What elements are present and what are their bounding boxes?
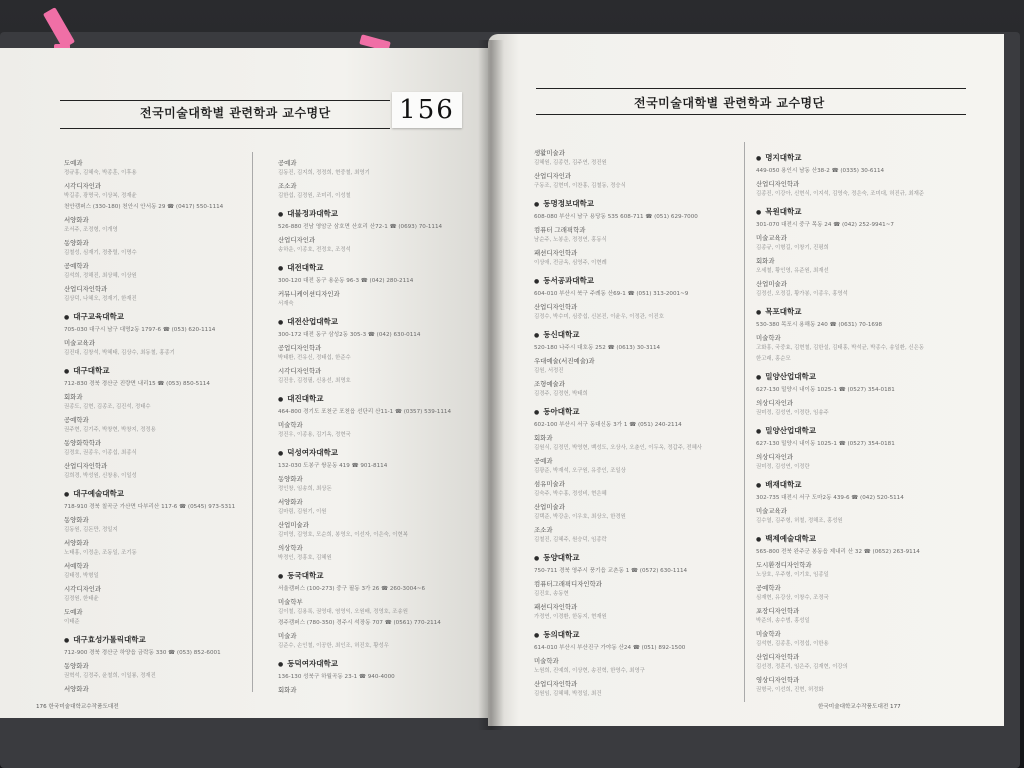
directory-address: 712-830 경북 경산군 진량면 내리15 ☎ (053) 850-5114 xyxy=(64,381,210,387)
directory-department: 공업디자인학과 xyxy=(278,344,322,352)
directory-department: 공예과 xyxy=(534,457,553,465)
directory-faculty-names: 박태환, 전유신, 정태섭, 한준수 xyxy=(278,355,351,361)
directory-faculty-names: 김한섭, 김정원, 조미리, 이성철 xyxy=(278,193,351,199)
directory-school: ● 백제예술대학교 xyxy=(756,533,816,544)
directory-school: ● 대진대학교 xyxy=(278,393,323,404)
directory-faculty-names: 구동조, 김현미, 이찬홍, 김철동, 정승식 xyxy=(534,183,626,189)
directory-faculty-names: 노상호, 우주형, 이기호, 임종일 xyxy=(756,572,829,578)
directory-faculty-names: 권종도, 김현, 김종조, 김진석, 정태수 xyxy=(64,404,151,410)
directory-address: 604-010 부산시 북구 주례동 산69-1 ☎ (051) 313-2001~9 xyxy=(534,291,689,297)
directory-department: 산업디자인학과 xyxy=(534,680,578,688)
directory-department: 서예학과 xyxy=(64,562,89,570)
directory-department: 섬유미술과 xyxy=(534,480,565,488)
directory-department: 의상학과 xyxy=(278,544,303,552)
book-gutter xyxy=(478,40,504,730)
header-rule xyxy=(536,88,966,89)
header-rule xyxy=(536,114,966,115)
directory-faculty-names: 송하운, 이종호, 전정호, 조정석 xyxy=(278,247,351,253)
directory-faculty-names: 고화흥, 국중효, 김현철, 김한설, 김태홍, 박석균, 박종수, 송일환, 신은동 xyxy=(756,345,925,351)
directory-department: 서양화과 xyxy=(64,539,89,547)
directory-department: 공예학과 xyxy=(756,584,781,592)
directory-address: 449-050 용인시 남동 산38-2 ☎ (0335) 30-6114 xyxy=(756,168,885,174)
directory-department: 의상디자인과 xyxy=(756,453,794,461)
directory-faculty-names: 권혁석, 김정주, 윤철희, 이일룡, 정재진 xyxy=(64,673,156,679)
directory-faculty-names: 박정인, 정흥호, 김혜원 xyxy=(278,555,332,561)
directory-department: 의상디자인과 xyxy=(756,399,794,407)
directory-faculty-names: 김종규, 이형길, 이창기, 진평희 xyxy=(756,245,829,251)
directory-school: ● 밀양산업대학교 xyxy=(756,371,816,382)
page-title: 전국미술대학별 관련학과 교수명단 xyxy=(140,106,331,120)
directory-faculty-names: 김희경, 박성원, 신창용, 이일성 xyxy=(64,473,137,479)
page-number-sticker: 156 xyxy=(392,92,462,128)
directory-department: 동양화과 xyxy=(278,475,303,483)
directory-faculty-names: 김동원, 김돈만, 정일지 xyxy=(64,527,118,533)
directory-department: 산업디자인학과 xyxy=(756,653,800,661)
left-page xyxy=(0,48,492,718)
directory-faculty-names: 김광준, 박재석, 오구원, 유중인, 조일상 xyxy=(534,468,626,474)
directory-faculty-names: 한고래, 홍순모 xyxy=(756,356,791,362)
directory-department: 회화과 xyxy=(64,393,83,401)
directory-faculty-names: 김동진, 김지희, 정정희, 현중철, 최영기 xyxy=(278,170,370,176)
directory-address: 경주캠퍼스 (780-350) 경주시 석장동 707 ☎ (0561) 770-2114 xyxy=(278,620,441,626)
directory-school: ● 대불정과대학교 xyxy=(278,208,338,219)
directory-school: ● 대구대학교 xyxy=(64,365,109,376)
directory-school: ● 대전산업대학교 xyxy=(278,316,338,327)
directory-address: 서울캠퍼스 (100-273) 중구 필동 3가 26 ☎ 260-3004~6 xyxy=(278,586,426,592)
directory-department: 조소과 xyxy=(278,182,297,190)
directory-address: 602-100 부산시 서구 동대신동 3가 1 ☎ (051) 240-2114 xyxy=(534,422,682,428)
directory-address: 614-010 부산시 부산진구 가야동 산24 ☎ (051) 892-1500 xyxy=(534,645,686,651)
directory-faculty-names: 가정연, 이경환, 한동지, 현재원 xyxy=(534,614,607,620)
directory-department: 산업디자인학과 xyxy=(64,285,108,293)
directory-school: ● 대구효성가톨릭대학교 xyxy=(64,634,146,645)
directory-address: 300-120 대전 동구 용운동 96-3 ☎ (042) 280-2114 xyxy=(278,278,414,284)
directory-address: 530-380 목포시 용해동 240 ☎ (0631) 70-1698 xyxy=(756,322,883,328)
directory-department: 회화과 xyxy=(756,257,775,265)
directory-address: 526-880 전남 영암군 삼호면 산호리 산72-1 ☎ (0693) 70-1114 xyxy=(278,224,443,230)
directory-department: 동양화학학과 xyxy=(64,439,102,447)
directory-faculty-names: 서재숙 xyxy=(278,301,294,307)
directory-school: ● 덕성여자대학교 xyxy=(278,447,338,458)
directory-faculty-names: 정인창, 임송희, 최상돈 xyxy=(278,486,332,492)
directory-department: 미술과 xyxy=(278,632,297,640)
directory-department: 미술교육과 xyxy=(756,507,787,515)
directory-faculty-names: 정진우, 이종용, 김기옥, 정현국 xyxy=(278,432,351,438)
directory-department: 회화과 xyxy=(534,434,553,442)
directory-faculty-names: 김원, 서정진 xyxy=(534,368,564,374)
directory-faculty-names: 김정원, 한태윤 xyxy=(64,596,99,602)
directory-faculty-names: 이상애, 전금옥, 심영주, 이현례 xyxy=(534,260,607,266)
directory-faculty-names: 노태홍, 이정운, 조동일, 조기동 xyxy=(64,550,137,556)
directory-department: 동양화과 xyxy=(64,662,89,670)
directory-department: 산업디자인학과 xyxy=(534,303,578,311)
directory-address: 712-900 경북 경산군 하양읍 금락동 330 ☎ (053) 852-6001 xyxy=(64,650,221,656)
directory-address: 천안캠퍼스 (330-180) 천안시 안서동 29 ☎ (0417) 550-1114 xyxy=(64,204,224,210)
header-rule xyxy=(60,100,390,101)
directory-faculty-names: 김철진, 김혜주, 원승덕, 임종락 xyxy=(534,537,607,543)
directory-faculty-names: 김진대, 김창석, 박혜태, 김상수, 최동철, 홍종기 xyxy=(64,350,175,356)
directory-department: 도시환경디자인학과 xyxy=(756,561,812,569)
directory-faculty-names: 권형국, 이선희, 진현, 허정화 xyxy=(756,687,824,693)
directory-faculty-names: 김석현, 김종훈, 이정섭, 이한용 xyxy=(756,641,829,647)
directory-faculty-names: 김혜원, 김종련, 김주연, 정진원 xyxy=(534,160,607,166)
directory-faculty-names: 김정선, 오정길, 황가봉, 이종우, 홍영석 xyxy=(756,291,848,297)
directory-school: ● 동서공과대학교 xyxy=(534,275,594,286)
directory-faculty-names: 권미정, 김성연, 이정란, 임송주 xyxy=(756,410,829,416)
directory-faculty-names: 김원임, 김혜혜, 박정일, 최건 xyxy=(534,691,602,697)
directory-address: 705-030 대구시 남구 대명2동 1797-6 ☎ (053) 620-1114 xyxy=(64,327,216,333)
directory-department: 미술학과 xyxy=(756,334,781,342)
directory-faculty-names: 오세철, 황인영, 유준원, 최재선 xyxy=(756,268,829,274)
directory-faculty-names: 김미영, 김영호, 모순희, 봉영오, 이선자, 이은숙, 이현복 xyxy=(278,532,408,538)
directory-faculty-names: 김정수, 박수미, 심중섭, 신본진, 이윤우, 이정관, 이진호 xyxy=(534,314,664,320)
directory-school: ● 동아대학교 xyxy=(534,406,579,417)
directory-department: 산업디자인학과 xyxy=(64,462,108,470)
directory-faculty-names: 이태준 xyxy=(64,619,80,625)
directory-department: 생활미술과 xyxy=(534,149,565,157)
directory-department: 서양화과 xyxy=(278,498,303,506)
directory-school: ● 밀양산업대학교 xyxy=(756,425,816,436)
directory-faculty-names: 김진웅, 김정필, 신용선, 최명호 xyxy=(278,378,351,384)
directory-faculty-names: 김선경, 정훈리, 임은주, 김재현, 이강의 xyxy=(756,664,848,670)
directory-faculty-names: 권주현, 김기주, 박창현, 박창지, 정정용 xyxy=(64,427,156,433)
directory-department: 산업디자인학과 xyxy=(756,180,800,188)
directory-department: 공예학과 xyxy=(64,416,89,424)
page-title: 전국미술대학별 관련학과 교수명단 xyxy=(634,96,825,110)
directory-department: 미술교육과 xyxy=(756,234,787,242)
directory-faculty-names: 김태정, 박형일 xyxy=(64,573,99,579)
directory-faculty-names: 김수열, 김주형, 허철, 정해조, 홍성원 xyxy=(756,518,843,524)
directory-address: 627-130 밀양시 내이동 1025-1 ☎ (0527) 354-0181 xyxy=(756,387,895,393)
directory-school: ● 목포대학교 xyxy=(756,306,801,317)
directory-faculty-names: 김원식, 김정민, 박영현, 백성도, 오상사, 오춘인, 이두옥, 정갑주, 전혜사 xyxy=(534,445,703,451)
directory-faculty-names: 정규홍, 김혜숙, 박종훈, 이후용 xyxy=(64,170,137,176)
directory-address: 520-180 나주시 대호동 252 ☎ (0613) 30-3114 xyxy=(534,345,661,351)
directory-faculty-names: 김숙주, 박수홍, 정성비, 현은혜 xyxy=(534,491,607,497)
directory-address: 301-070 대전시 중구 목동 24 ☎ (042) 252-9941~7 xyxy=(756,222,894,228)
directory-department: 시각디자인과 xyxy=(64,585,102,593)
directory-school: ● 동양대학교 xyxy=(534,552,579,563)
directory-school: ● 동의대학교 xyxy=(534,629,579,640)
directory-department: 컴퓨터그래픽디자인학과 xyxy=(534,580,602,588)
directory-school: ● 동명정보대학교 xyxy=(534,198,594,209)
directory-faculty-names: 김종진, 이강아, 신현식, 이지석, 김영숙, 정은숙, 조미대, 허진규, 최재준 xyxy=(756,191,925,197)
directory-faculty-names: 김정호, 권종우, 이종섭, 최종식 xyxy=(64,450,137,456)
right-page xyxy=(488,34,1004,726)
directory-faculty-names: 김상덕, 나혜오, 정재기, 한재진 xyxy=(64,296,137,302)
directory-department: 미술학부 xyxy=(278,598,303,606)
directory-faculty-names: 남순주, 노봉운, 정정연, 홍동식 xyxy=(534,237,607,243)
directory-department: 미술교육과 xyxy=(64,339,95,347)
directory-faculty-names: 조서주, 조정형, 이개영 xyxy=(64,227,118,233)
directory-department: 공예과 xyxy=(278,159,297,167)
directory-address: 565-800 전북 완주군 봉동읍 제내리 산 32 ☎ (0652) 263-9114 xyxy=(756,549,920,555)
directory-department: 도예과 xyxy=(64,159,83,167)
directory-school: ● 명지대학교 xyxy=(756,152,801,163)
directory-department: 미술학과 xyxy=(756,630,781,638)
directory-address: 464-800 경기도 포천군 포천읍 선단리 산11-1 ☎ (0357) 539-1114 xyxy=(278,409,452,415)
directory-address: 718-910 경북 칠곡군 가산면 다부리산 117-6 ☎ (0545) 973-5311 xyxy=(64,504,236,510)
directory-faculty-names: 권미정, 김성연, 이정란 xyxy=(756,464,810,470)
directory-school: ● 동신대학교 xyxy=(534,329,579,340)
directory-department: 우대예술(서진예술)과 xyxy=(534,357,595,365)
directory-department: 포장디자인학과 xyxy=(756,607,800,615)
column-divider xyxy=(252,152,253,692)
header-rule xyxy=(60,128,390,129)
directory-address: 302-735 대전시 서구 도마2동 439-6 ☎ (042) 520-5114 xyxy=(756,495,904,501)
directory-department: 조소과 xyxy=(534,526,553,534)
directory-school: ● 동덕여자대학교 xyxy=(278,658,338,669)
directory-department: 서양화과 xyxy=(64,685,89,693)
directory-department: 회화과 xyxy=(278,686,297,694)
directory-faculty-names: 김철성, 심재기, 정충렬, 이명수 xyxy=(64,250,137,256)
directory-school: ● 대전대학교 xyxy=(278,262,323,273)
directory-faculty-names: 심재현, 유강상, 이창수, 조정국 xyxy=(756,595,829,601)
directory-department: 조형예술과 xyxy=(534,380,565,388)
directory-department: 시각디자인과 xyxy=(64,182,102,190)
directory-department: 미술학과 xyxy=(278,421,303,429)
directory-department: 패션디자인학과 xyxy=(534,603,578,611)
directory-address: 627-130 밀양시 내이동 1025-1 ☎ (0527) 354-0181 xyxy=(756,441,895,447)
directory-department: 시각디자인학과 xyxy=(278,367,322,375)
directory-department: 동양화과 xyxy=(64,516,89,524)
directory-faculty-names: 김석희, 정해진, 최상혜, 이상원 xyxy=(64,273,137,279)
directory-school: ● 목원대학교 xyxy=(756,206,801,217)
directory-department: 미술학과 xyxy=(534,657,559,665)
directory-department: 서양화과 xyxy=(64,216,89,224)
directory-department: 산업디자인과 xyxy=(278,236,316,244)
directory-faculty-names: 박준의, 송수범, 홍성일 xyxy=(756,618,810,624)
directory-faculty-names: 김택준, 박강운, 이우호, 최상오, 한경원 xyxy=(534,514,626,520)
directory-faculty-names: 노원희, 진예희, 이상현, 송진혁, 한영수, 최영구 xyxy=(534,668,645,674)
column-divider xyxy=(744,142,745,702)
page-footer: 176 한국미술대학교수작품도대전 xyxy=(36,704,119,710)
page-footer: 한국미술대학교수작품도대전 177 xyxy=(818,704,901,710)
directory-department: 산업디자인과 xyxy=(534,172,572,180)
directory-address: 750-711 경북 영주시 풍기읍 교촌동 1 ☎ (0572) 630-1114 xyxy=(534,568,688,574)
directory-faculty-names: 김이철, 김용록, 권영대, 염영익, 오원배, 정영호, 조송원 xyxy=(278,609,408,615)
directory-department: 컴퓨터 그래픽학과 xyxy=(534,226,586,234)
directory-faculty-names: 김경주, 김정헌, 박태희 xyxy=(534,391,588,397)
directory-department: 영상디자인학과 xyxy=(756,676,800,684)
directory-faculty-names: 박길종, 광명국, 이상복, 정재윤 xyxy=(64,193,137,199)
directory-school: ● 동국대학교 xyxy=(278,570,323,581)
directory-faculty-names: 김마림, 김원기, 이원 xyxy=(278,509,327,515)
directory-department: 커뮤니케이션디자인과 xyxy=(278,290,340,298)
directory-department: 산업미술과 xyxy=(756,280,787,288)
directory-department: 공예학과 xyxy=(64,262,89,270)
directory-department: 산업미술과 xyxy=(534,503,565,511)
directory-school: ● 배재대학교 xyxy=(756,479,801,490)
directory-address: 132-030 도봉구 쌍문동 419 ☎ 901-8114 xyxy=(278,463,388,469)
directory-school: ● 대구예술대학교 xyxy=(64,488,124,499)
directory-address: 608-080 부산시 남구 용당동 535 608-711 ☎ (051) 629-7000 xyxy=(534,214,698,220)
directory-department: 패션디자인학과 xyxy=(534,249,578,257)
directory-department: 동양화과 xyxy=(64,239,89,247)
directory-faculty-names: 김준수, 손인철, 이공한, 최인조, 허진호, 황성우 xyxy=(278,643,389,649)
directory-department: 도예과 xyxy=(64,608,83,616)
directory-school: ● 대구교육대학교 xyxy=(64,311,124,322)
directory-address: 136-130 성북구 하월곡동 23-1 ☎ 940-4000 xyxy=(278,674,395,680)
directory-address: 300-172 대전 동구 삼성2동 305-3 ☎ (042) 630-0114 xyxy=(278,332,421,338)
directory-faculty-names: 김진호, 송동현 xyxy=(534,591,569,597)
directory-department: 산업미술과 xyxy=(278,521,309,529)
